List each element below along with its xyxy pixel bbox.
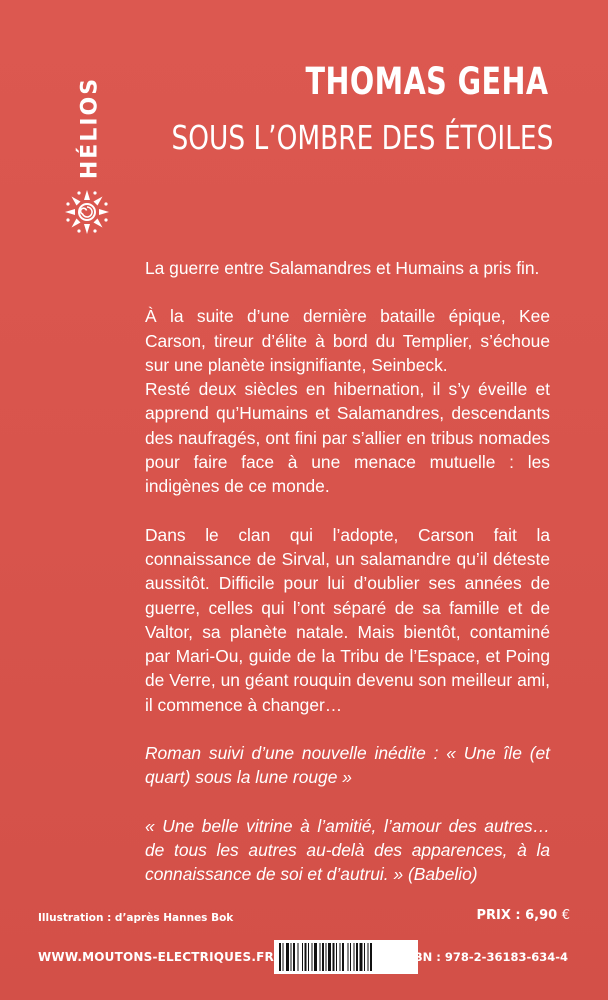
blurb-paragraph: Resté deux siècles en hibernation, il s’y éveille et apprend qu’Humains et Salamandres, descendants des naufragés, ont fini par s’allier en tribus nomades pour faire face à une menace mutuelle : les indigènes de ce monde. <box>145 379 550 497</box>
blurb-paragraph: La guerre entre Salamandres et Humains a pris fin. <box>145 258 540 278</box>
publisher-name: HÉLIOS <box>77 76 103 180</box>
press-quote: « Une belle vitrine à l’amitié, l’amour des autres… de tous les autres au-delà des apparences, à la connaissance de soi et d’autrui. » (Babelio) <box>145 815 550 885</box>
blurb-paragraph: À la suite d’une dernière bataille épique, Kee Carson, tireur d’élite à bord du Templier, s’échoue sur une planète insignifiante, Seinbeck. <box>145 306 550 375</box>
price <box>476 908 570 923</box>
publisher-brand <box>55 60 125 190</box>
illustration-credit: Illustration : d’après Hannes Bok <box>38 912 234 924</box>
bonus-story-note: Roman suivi d’une nouvelle inédite : « Une île (et quart) sous la lune rouge » <box>145 743 550 788</box>
book-title: SOUS L’OMBRE DES ÉTOILES <box>171 118 553 157</box>
blurb-paragraph: Dans le clan qui l’adopte, Carson fait la connaissance de Sirval, un salamandre qu’il déteste aussitôt. Difficile pour lui d’oublier ses années de guerre, celles qui l’ont séparé de sa famille et de Valtor, sa planète natale. Mais bientôt, contaminé par Mari-Ou, guide de la Tribu de l’Espace, et Poing de Verre, un géant rouquin devenu son meilleur ami, il commence à changer… <box>145 524 550 715</box>
author-name: THOMAS GEHA <box>305 60 548 103</box>
publisher-website[interactable]: WWW.MOUTONS-ELECTRIQUES.FR <box>38 950 274 964</box>
blurb <box>145 256 550 887</box>
currency: € <box>561 908 570 923</box>
isbn: ISBN : 978-2-36183-634-4 <box>401 950 568 964</box>
price-label: PRIX : 6,90 <box>476 908 558 923</box>
barcode <box>274 940 418 974</box>
sun-spiral-icon <box>63 188 111 236</box>
